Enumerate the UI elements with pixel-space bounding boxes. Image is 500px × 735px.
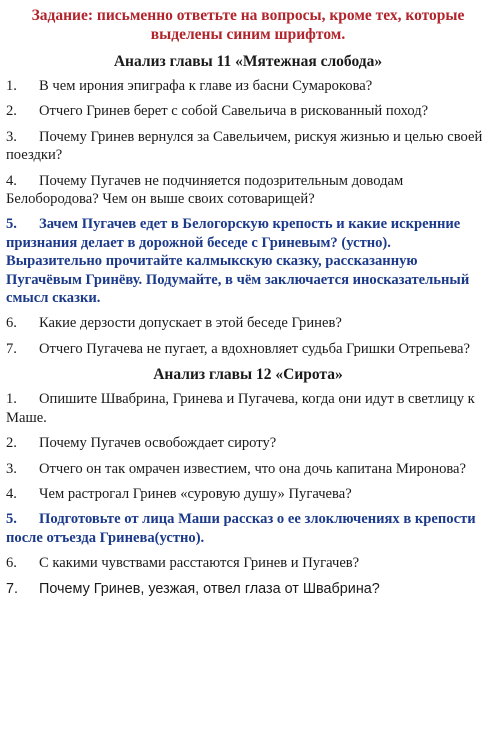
question-item: 6. С какими чувствами расстаются Гринев и Пугачев? xyxy=(6,555,360,572)
question-item: 7. Почему Гринев, уезжая, отвел глаза от Швабрина? xyxy=(6,580,380,597)
chapter-12-title: Анализ главы 12 «Сирота» xyxy=(153,366,343,384)
question-item: 1. Опишите Швабрина, Гринева и Пугачева, когда они идут в светлицу к Маше. xyxy=(6,391,475,426)
question-item: 7. Отчего Пугачева не пугает, а вдохновляет судьба Гришки Отрепьева? xyxy=(6,340,470,357)
question-item: 3. Отчего он так омрачен известием, что она дочь капитана Миронова? xyxy=(6,460,467,477)
question-item: 1. В чем ирония эпиграфа к главе из басни Сумарокова? xyxy=(6,78,373,94)
chapter-11-title: Анализ главы 11 «Мятежная слобода» xyxy=(113,53,383,70)
question-item: 4. Чем растрогал Гринев «суровую душу» Пугачева? xyxy=(6,485,352,502)
question-item: 6. Какие дерзости допускает в этой беседе Гринев? xyxy=(6,315,342,332)
question-item-oral: 5. Подготовьте от лица Маши рассказ о ее злоключениях в крепости после отъезда Гринева(устно). xyxy=(6,511,476,546)
question-item: 4. Почему Пугачев не подчиняется подозрительным доводам Белобородова? Чем он выше своих сотоварищей? xyxy=(6,172,404,208)
chapter-11-questions xyxy=(6,77,490,358)
assignment-instruction: Задание: письменно ответьте на вопросы, кроме тех, которые выделены синим шрифтом. xyxy=(31,7,465,43)
question-item: 3. Почему Гринев вернулся за Савельичем, рискуя жизнью и целью своей поездки? xyxy=(6,128,483,164)
question-item: 2. Почему Пугачев освобождает сироту? xyxy=(6,435,277,452)
question-item-oral: 5. Зачем Пугачев едет в Белогорскую крепость и какие искренние признания делает в дорожной беседе с Гриневым? (устно). Выразительно прочитайте калмыкскую сказку, рассказанную Пугачёвым Гринёву. Подумайте, в чём заключается иносказательный смысл сказки. xyxy=(6,216,470,307)
chapter-12-questions xyxy=(6,390,490,598)
question-item: 2. Отчего Гринев берет с собой Савельича в рискованный поход? xyxy=(6,103,429,120)
